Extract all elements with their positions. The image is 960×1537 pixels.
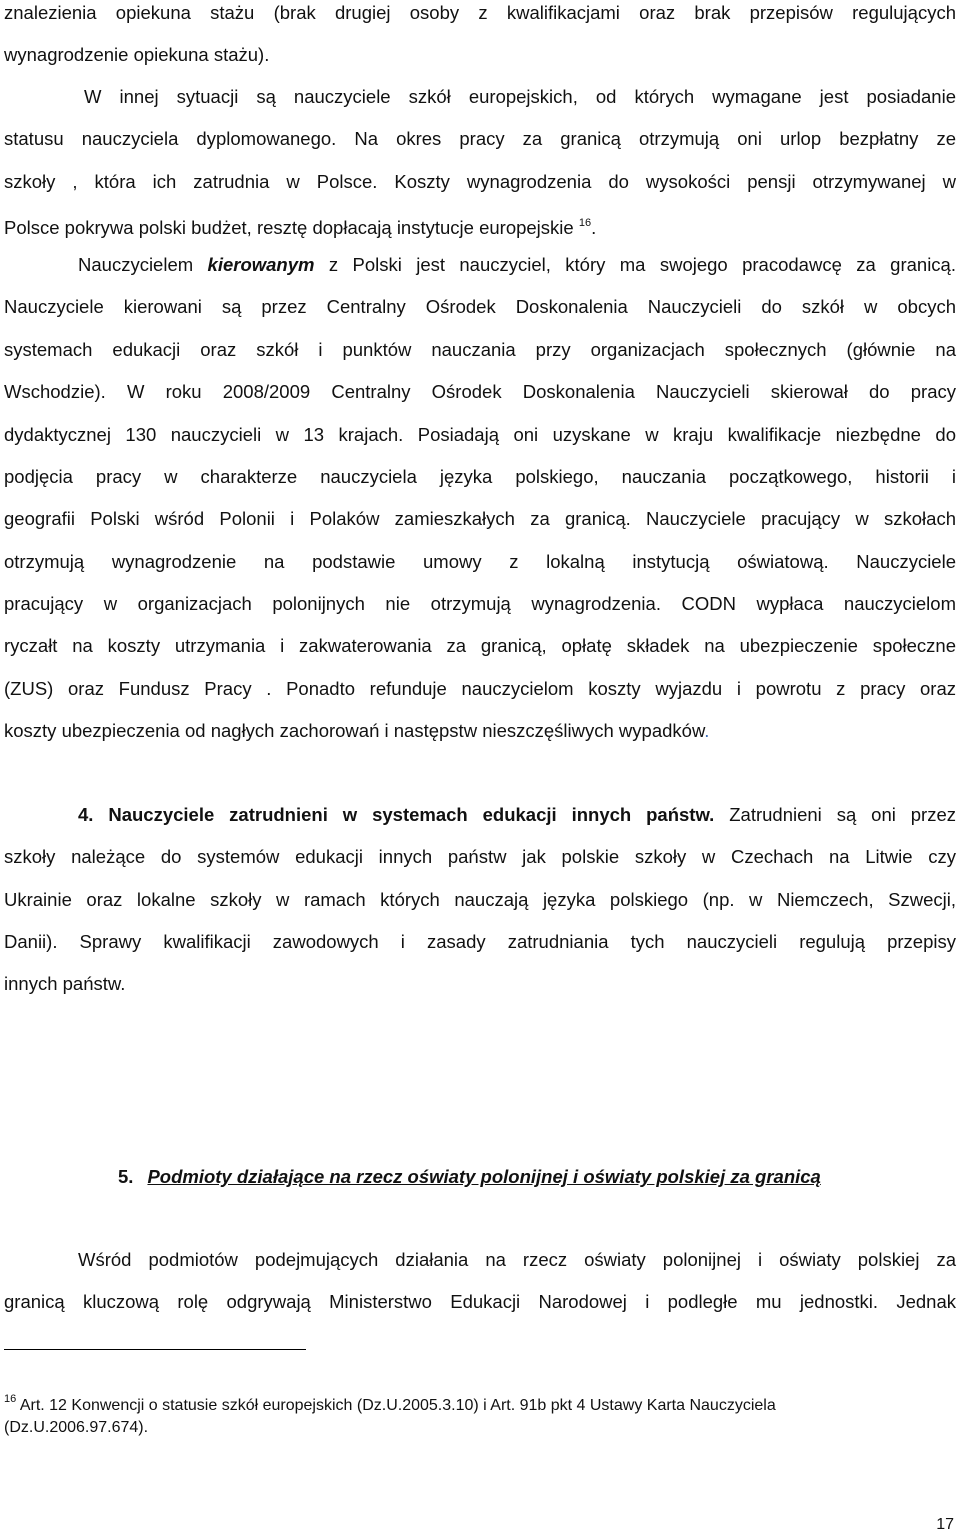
- line-text: Zatrudnieni są oni przez: [714, 804, 956, 825]
- footnote-marker: 16: [4, 1393, 17, 1405]
- line-end: .: [704, 720, 710, 741]
- paragraph-line: dydaktycznej 130 nauczycieli w 13 krajach. Posiadają oni uzyskane w kraju kwalifikacje niezbędne do: [4, 424, 956, 445]
- footnote-separator: [4, 1349, 306, 1350]
- line-text: koszty ubezpieczenia od nagłych zachorowań i następstw nieszczęśliwych wypadków: [4, 720, 705, 741]
- paragraph-line: znalezienia opiekuna stażu (brak drugiej osoby z kwalifikacjami oraz brak przepisów regulujących: [4, 2, 956, 23]
- paragraph-line: Ukrainie oraz lokalne szkoły w ramach których nauczają języka polskiego (np. w Niemczech, Szwecji,: [4, 889, 956, 910]
- paragraph-line: systemach edukacji oraz szkół i punktów nauczania przy organizacjach społecznych (głównie na: [4, 339, 956, 360]
- paragraph-line: szkoły , która ich zatrudnia w Polsce. Koszty wynagrodzenia do wysokości pensji otrzymywanej w: [4, 171, 956, 192]
- paragraph-line: geografii Polski wśród Polonii i Polaków zamieszkałych za granicą. Nauczyciele pracujący w szkołach: [4, 508, 956, 529]
- paragraph-line: szkoły należące do systemów edukacji innych państw jak polskie szkoły w Czechach na Litwie czy: [4, 846, 956, 867]
- paragraph-line: [4, 212, 956, 239]
- footnote-reference[interactable]: 16: [578, 217, 592, 229]
- paragraph-line: Wśród podmiotów podejmujących działania na rzecz oświaty polonijnej i oświaty polskiej za: [78, 1249, 956, 1270]
- section-4-heading: 4. Nauczyciele zatrudnieni w systemach edukacji innych państw.: [78, 804, 715, 825]
- paragraph-line: statusu nauczyciela dyplomowanego. Na okres pracy za granicą otrzymują oni urlop bezpłatny ze: [4, 128, 956, 149]
- paragraph-line: granicą kluczową rolę odgrywają Ministerstwo Edukacji Narodowej i podległe mu jednostki. Jednak: [4, 1291, 956, 1312]
- paragraph-line: [78, 254, 956, 276]
- paragraph-line: Nauczyciele kierowani są przez Centralny Ośrodek Doskonalenia Nauczycieli do szkół w obcych: [4, 296, 956, 317]
- footnote: [4, 1389, 956, 1416]
- footnote-text: Art. 12 Konwencji o statusie szkół europejskich (Dz.U.2005.3.10) i Art. 91b pkt 4 Ustawy Karta Nauczyciela: [16, 1397, 776, 1414]
- footnote-continuation: (Dz.U.2006.97.674).: [4, 1419, 149, 1436]
- line-text: Polsce pokrywa polski budżet, resztę dopłacają instytucje europejskie: [4, 217, 574, 238]
- paragraph-line: W innej sytuacji są nauczyciele szkół europejskich, od których wymagane jest posiadanie: [84, 86, 956, 107]
- paragraph-line: Wschodzie). W roku 2008/2009 Centralny Ośrodek Doskonalenia Nauczycieli skierował do pracy: [4, 381, 956, 402]
- section-4-line: [78, 804, 956, 826]
- section-title: Podmioty działające na rzecz oświaty polonijnej i oświaty polskiej za granicą: [147, 1166, 821, 1187]
- paragraph-line: pracujący w organizacjach polonijnych nie otrzymują wynagrodzenia. CODN wypłaca nauczycielom: [4, 593, 956, 614]
- paragraph-line: (ZUS) oraz Fundusz Pracy . Ponadto refunduje nauczycielom koszty wyjazdu i powrotu z pracy oraz: [4, 678, 956, 699]
- emphasized-term: kierowanym: [207, 254, 315, 275]
- paragraph-line: ryczałt na koszty utrzymania i zakwaterowania za granicą, opłatę składek na ubezpieczenie społeczne: [4, 635, 956, 656]
- paragraph-line: [4, 720, 956, 742]
- paragraph-line: wynagrodzenie opiekuna stażu).: [4, 44, 270, 65]
- section-5-heading: [118, 1166, 821, 1188]
- paragraph-line: otrzymują wynagrodzenie na podstawie umowy z lokalną instytucją oświatową. Nauczyciele: [4, 551, 956, 572]
- section-number: 5.: [118, 1166, 134, 1187]
- paragraph-line: Danii). Sprawy kwalifikacji zawodowych i zasady zatrudniania tych nauczycieli regulują przepisy: [4, 931, 956, 952]
- paragraph-line: podjęcia pracy w charakterze nauczyciela języka polskiego, nauczania początkowego, historii i: [4, 466, 956, 487]
- paragraph-line: innych państw.: [4, 973, 126, 994]
- line-text: Nauczycielem: [78, 254, 208, 275]
- page-number: 17: [936, 1516, 954, 1533]
- line-text: z Polski jest nauczyciel, który ma swojego pracodawcę za granicą.: [314, 254, 956, 275]
- line-end: .: [591, 217, 597, 238]
